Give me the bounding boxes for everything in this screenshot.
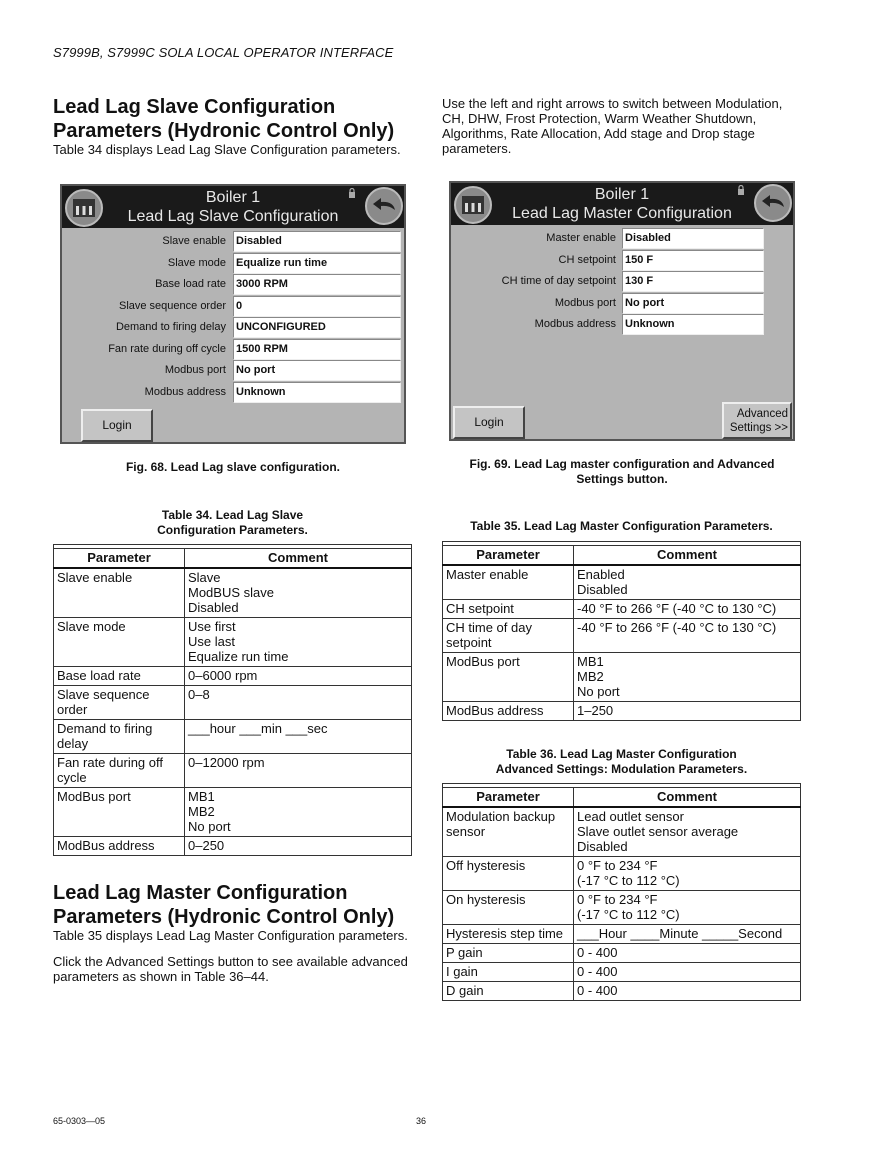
cell-line: Enabled [577, 567, 625, 582]
table-row [443, 925, 801, 944]
param-label: CH setpoint [558, 253, 616, 266]
param-row [62, 296, 404, 317]
param-value-field[interactable]: 150 F [622, 250, 764, 271]
cell-line: order [57, 702, 88, 717]
cell-line: Master enable [446, 567, 529, 582]
parameter-cell [54, 667, 185, 686]
param-value-field[interactable]: 0 [233, 296, 401, 317]
section-title-line1: Lead Lag Master Configuration [53, 882, 348, 904]
right-intro [442, 96, 782, 156]
param-row [62, 339, 404, 360]
cell-line: sensor [446, 824, 486, 839]
comment-cell [185, 618, 412, 667]
param-row [62, 253, 404, 274]
running-head: S7999B, S7999C SOLA LOCAL OPERATOR INTERFACE [53, 45, 394, 60]
table-row [443, 963, 801, 982]
param-row [451, 271, 793, 292]
parameter-cell [443, 925, 574, 944]
cell-line: MB2 [188, 804, 215, 819]
intro-line: Algorithms, Rate Allocation, Add stage and Drop stage [442, 126, 755, 141]
cell-line: No port [577, 684, 620, 699]
caption-line: Configuration Parameters. [157, 523, 308, 537]
table-row [443, 982, 801, 1001]
caption-line: Advanced Settings: Modulation Parameters. [495, 762, 748, 776]
param-value-field[interactable]: Equalize run time [233, 253, 401, 274]
parameter-cell [54, 720, 185, 754]
parameter-cell [54, 686, 185, 720]
column-header-comment: Comment [574, 788, 801, 808]
intro-line: Use the left and right arrows to switch between Modulation, [442, 96, 783, 111]
param-row [451, 250, 793, 271]
comment-cell [574, 619, 801, 653]
table-caption-34 [53, 508, 412, 538]
cell-line: Fan rate during off [57, 755, 163, 770]
screen-title: Boiler 1 [594, 186, 650, 203]
cell-line: 0 °F to 234 °F [577, 892, 658, 907]
cell-line: ModBus port [57, 789, 131, 804]
table-34 [53, 544, 412, 856]
comment-cell [574, 653, 801, 702]
table-row [54, 618, 412, 667]
param-label: Base load rate [155, 278, 226, 290]
cell-line: 0–6000 rpm [188, 668, 258, 683]
parameter-cell [443, 963, 574, 982]
cell-line: ___hour ___min ___sec [188, 721, 328, 736]
caption-line: Table 34. Lead Lag Slave [161, 508, 304, 522]
cell-line: -40 °F to 266 °F (-40 °C to 130 °C) [577, 620, 777, 635]
cell-line: Slave [188, 570, 221, 585]
column-header-parameter: Parameter [443, 788, 574, 808]
comment-cell [574, 600, 801, 619]
param-label: Slave mode [167, 256, 226, 269]
cell-line: MB1 [577, 654, 604, 669]
figure-caption-69 [449, 457, 795, 487]
caption-line: Table 36. Lead Lag Master Configuration [506, 747, 737, 761]
section-title-slave [53, 95, 394, 143]
cell-line: Slave enable [57, 570, 133, 585]
cell-line: 0–250 [188, 838, 225, 853]
paragraph-line: Click the Advanced Settings button to see available advanced [53, 954, 408, 969]
param-value-field[interactable]: 3000 RPM [233, 274, 401, 295]
document-number: 65-0303—05 [53, 1116, 106, 1126]
cell-line: Equalize run time [188, 649, 289, 664]
table-row [54, 667, 412, 686]
comment-cell [185, 568, 412, 618]
cell-line: delay [57, 736, 89, 751]
param-row [62, 382, 404, 403]
advanced-settings-label: Advanced [736, 408, 788, 420]
cell-line: Modulation backup [446, 809, 556, 824]
comment-cell [574, 963, 801, 982]
parameter-cell [443, 619, 574, 653]
table-row [443, 944, 801, 963]
advanced-settings-button[interactable] [722, 402, 792, 439]
cell-line: Use first [188, 619, 236, 634]
parameter-cell [443, 565, 574, 600]
comment-cell [574, 565, 801, 600]
param-row [451, 293, 793, 314]
param-label: CH time of day setpoint [501, 275, 616, 287]
comment-cell [574, 702, 801, 721]
comment-cell [574, 857, 801, 891]
screen-title: Boiler 1 [205, 189, 261, 206]
cell-line: 0 °F to 234 °F [577, 858, 658, 873]
param-value-field[interactable]: No port [233, 360, 401, 381]
param-row [62, 274, 404, 295]
intro-line: CH, DHW, Frost Protection, Warm Weather Shutdown, [442, 111, 757, 126]
table-row [443, 891, 801, 925]
table-row [54, 568, 412, 618]
cell-line: ModBus address [446, 703, 544, 718]
cell-line: Disabled [188, 600, 239, 615]
comment-cell [185, 754, 412, 788]
cell-line: CH setpoint [446, 601, 514, 616]
table-row [443, 807, 801, 857]
cell-line: CH time of day [446, 620, 532, 635]
login-button[interactable]: Login [453, 406, 525, 439]
comment-cell [185, 667, 412, 686]
advanced-settings-paragraph [53, 954, 408, 984]
cell-line: ___Hour ____Minute _____Second [577, 926, 783, 941]
table-caption-36 [442, 747, 801, 777]
cell-line: No port [188, 819, 231, 834]
cell-line: Base load rate [57, 668, 141, 683]
comment-cell [574, 944, 801, 963]
cell-line: D gain [446, 983, 484, 998]
param-label: Modbus address [534, 318, 616, 330]
cell-line: Off hysteresis [446, 858, 526, 873]
parameter-cell [443, 944, 574, 963]
param-label: Master enable [546, 232, 616, 244]
table-row [443, 653, 801, 702]
param-value-field[interactable]: Unknown [233, 382, 401, 403]
paragraph-line: parameters as shown in Table 36–44. [53, 969, 269, 984]
cell-line: Demand to firing [57, 721, 153, 736]
section-title-line1: Lead Lag Slave Configuration [53, 96, 336, 118]
section-intro-master: Table 35 displays Lead Lag Master Configuration parameters. [53, 928, 408, 943]
comment-cell [574, 982, 801, 1001]
param-value-field[interactable]: No port [622, 293, 764, 314]
column-header-comment: Comment [185, 549, 412, 569]
cell-line: I gain [446, 964, 478, 979]
cell-line: ModBUS slave [188, 585, 274, 600]
parameter-cell [443, 702, 574, 721]
comment-cell [185, 720, 412, 754]
cell-line: Slave sequence [57, 687, 150, 702]
param-label: Modbus port [554, 296, 616, 309]
intro-line: parameters. [442, 141, 512, 156]
parameter-cell [54, 568, 185, 618]
parameter-cell [54, 837, 185, 856]
parameter-cell [443, 857, 574, 891]
comment-cell [574, 925, 801, 944]
cell-line: setpoint [446, 635, 492, 650]
comment-cell [185, 837, 412, 856]
param-value-field[interactable]: 1500 RPM [233, 339, 401, 360]
cell-line: Use last [188, 634, 235, 649]
column-header-parameter: Parameter [54, 549, 185, 569]
param-value-field[interactable]: UNCONFIGURED [233, 317, 401, 338]
table-row [443, 702, 801, 721]
table-35 [442, 541, 801, 721]
table-row [54, 788, 412, 837]
table-row [443, 600, 801, 619]
column-header-parameter: Parameter [443, 546, 574, 566]
param-row [451, 228, 793, 249]
table-row [54, 837, 412, 856]
slave-config-screen [60, 184, 406, 444]
comment-cell [185, 686, 412, 720]
master-config-screen [449, 181, 795, 441]
table-row [443, 619, 801, 653]
cell-line: 0 - 400 [577, 945, 618, 960]
cell-line: 0 - 400 [577, 964, 618, 979]
cell-line: MB1 [188, 789, 215, 804]
login-button[interactable]: Login [81, 409, 153, 442]
param-label: Slave sequence order [118, 299, 226, 312]
cell-line: Disabled [577, 839, 628, 854]
comment-cell [574, 807, 801, 857]
cell-line: (-17 °C to 112 °C) [577, 873, 680, 888]
table-caption-35: Table 35. Lead Lag Master Configuration Parameters. [470, 519, 773, 533]
parameter-cell [443, 891, 574, 925]
screen-subtitle: Lead Lag Master Configuration [512, 205, 732, 222]
parameter-cell [54, 754, 185, 788]
cell-line: (-17 °C to 112 °C) [577, 907, 680, 922]
param-label: Fan rate during off cycle [108, 342, 226, 355]
section-title-master [53, 881, 394, 929]
table-row [443, 857, 801, 891]
section-title-line2: Parameters (Hydronic Control Only) [53, 906, 395, 928]
parameter-cell [443, 982, 574, 1001]
figure-caption-68: Fig. 68. Lead Lag slave configuration. [125, 460, 341, 474]
param-label: Slave enable [162, 235, 226, 247]
section-title-line2: Parameters (Hydronic Control Only) [53, 120, 395, 142]
parameter-cell [443, 653, 574, 702]
cell-line: MB2 [577, 669, 604, 684]
cell-line: Hysteresis step time [446, 926, 564, 941]
param-label: Modbus port [164, 364, 226, 376]
cell-line: P gain [446, 945, 483, 960]
param-value-field[interactable]: Disabled [622, 228, 764, 249]
cell-line: Disabled [577, 582, 628, 597]
table-row [54, 720, 412, 754]
param-row [62, 317, 404, 338]
table-row [54, 754, 412, 788]
cell-line: On hysteresis [446, 892, 526, 907]
param-value-field[interactable]: 130 F [622, 271, 764, 292]
param-row [451, 314, 793, 335]
param-label: Demand to firing delay [115, 321, 226, 333]
cell-line: -40 °F to 266 °F (-40 °C to 130 °C) [577, 601, 777, 616]
section-intro-slave: Table 34 displays Lead Lag Slave Configuration parameters. [53, 142, 401, 157]
cell-line: 0–8 [188, 687, 210, 702]
param-label: Modbus address [144, 385, 226, 398]
param-row [62, 231, 404, 252]
column-header-comment: Comment [574, 546, 801, 566]
cell-line: Lead outlet sensor [577, 809, 684, 824]
screen-subtitle: Lead Lag Slave Configuration [127, 208, 339, 225]
param-row [62, 360, 404, 381]
caption-line: Settings button. [576, 472, 668, 486]
parameter-cell [54, 788, 185, 837]
param-value-field[interactable]: Unknown [622, 314, 764, 335]
cell-line: 0 - 400 [577, 983, 618, 998]
cell-line: ModBus port [446, 654, 520, 669]
cell-line: Slave outlet sensor average [577, 824, 739, 839]
parameter-cell [54, 618, 185, 667]
table-36 [442, 783, 801, 1001]
table-row [443, 565, 801, 600]
page-number: 36 [416, 1116, 427, 1126]
table-row [54, 686, 412, 720]
caption-line: Fig. 69. Lead Lag master configuration and Advanced [469, 457, 775, 471]
cell-line: 1–250 [577, 703, 614, 718]
parameter-cell [443, 807, 574, 857]
comment-cell [185, 788, 412, 837]
cell-line: Slave mode [57, 619, 126, 634]
cell-line: 0–12000 rpm [188, 755, 265, 770]
comment-cell [574, 891, 801, 925]
param-value-field[interactable]: Disabled [233, 231, 401, 252]
advanced-settings-label: Settings >> [729, 422, 788, 434]
cell-line: cycle [57, 770, 87, 785]
cell-line: ModBus address [57, 838, 155, 853]
parameter-cell [443, 600, 574, 619]
